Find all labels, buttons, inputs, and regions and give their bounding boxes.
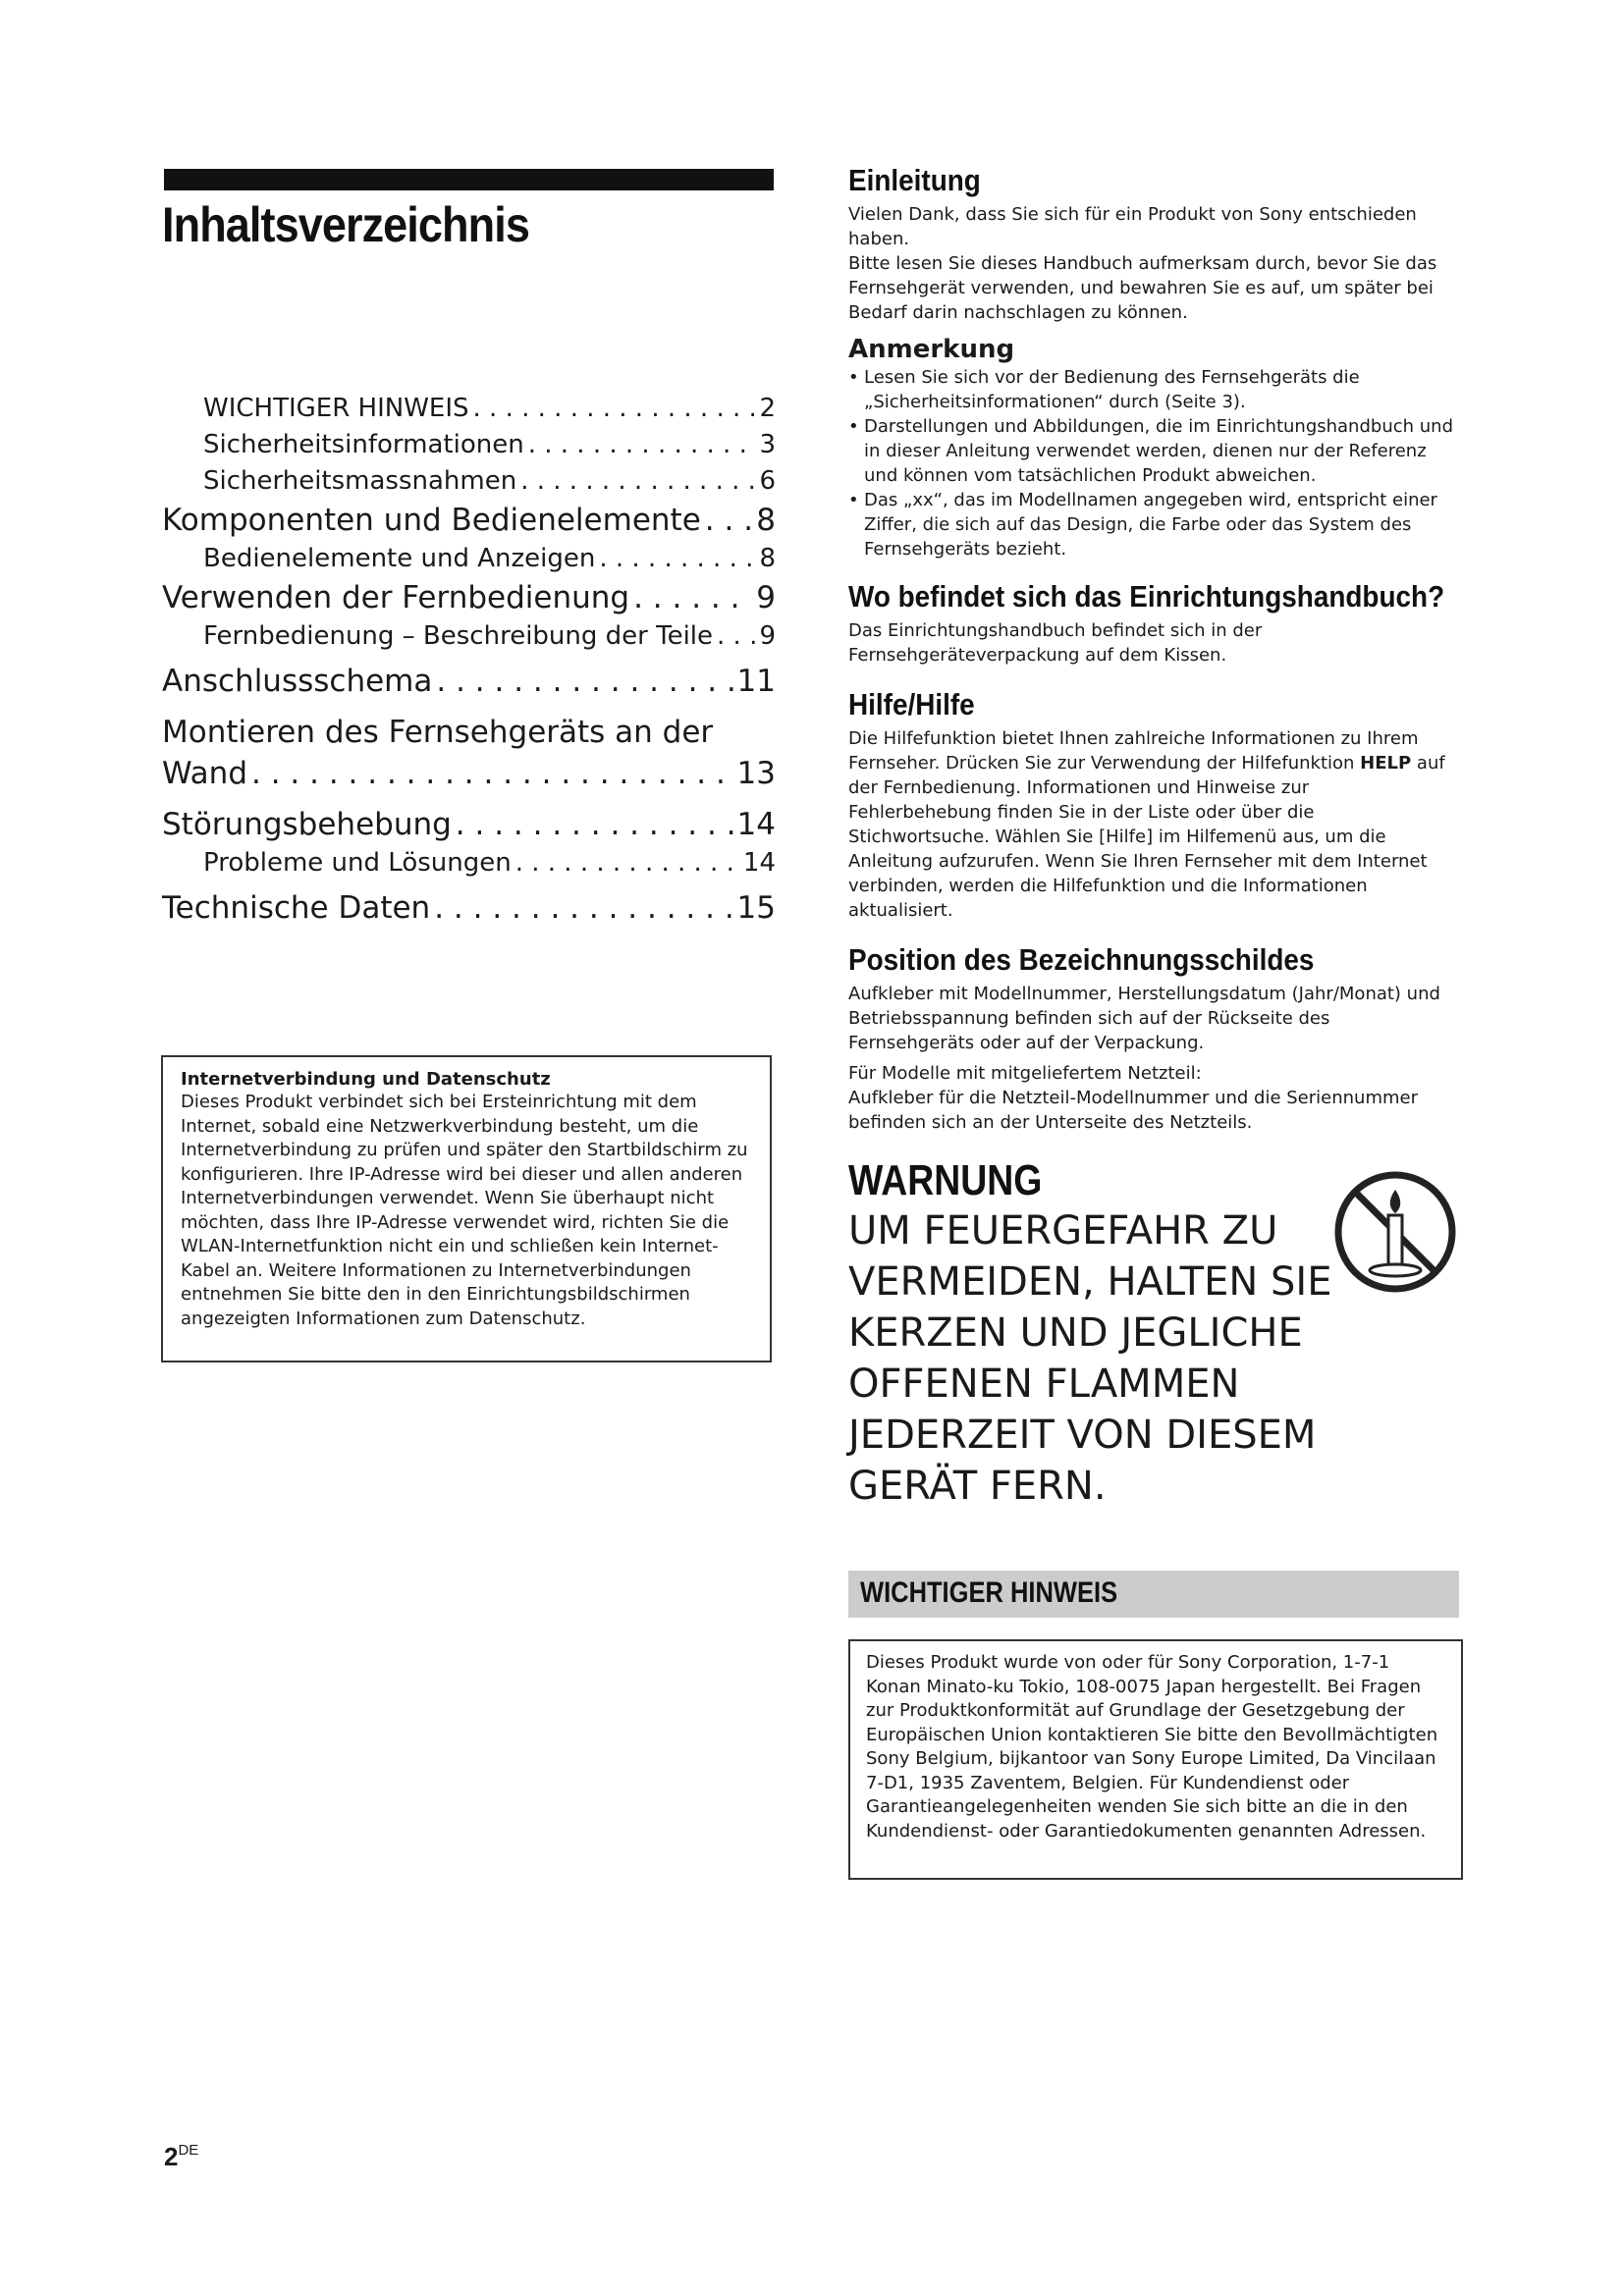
toc-entry-text: Bedienelemente und Anzeigen [203,544,596,573]
anmerkung-list [848,365,1457,561]
wichtiger-hinweis-title: WICHTIGER HINWEIS [860,1576,1118,1609]
anmerkung-item: • Das „xx“, das im Modellnamen angegeben wird, entspricht einer Ziffer, die sich auf das Design, die Farbe oder das System des Fernsehgeräts bezieht. [848,488,1457,561]
toc-list [162,391,776,929]
toc-entry-probleme[interactable] [162,845,776,881]
help-key-label: HELP [1360,753,1412,774]
position-heading: Position des Bezeichnungsschildes [848,942,1315,977]
einleitung-paragraph-2: Bitte lesen Sie dieses Handbuch aufmerksam durch, bevor Sie das Fernsehgerät verwenden, und bewahren Sie es auf, um später bei Bedarf darin nachschlagen zu können. [848,253,1437,323]
privacy-notice-title: Internetverbindung und Datenschutz [181,1069,551,1090]
toc-entry-sicherheitsinformationen[interactable] [162,427,776,463]
toc-entry-page: 13 [736,756,776,791]
toc-entry-technische-daten[interactable] [162,887,776,929]
toc-entry-text: Probleme und Lösungen [203,848,512,878]
wichtiger-hinweis-box [848,1639,1463,1880]
warning-title: WARNUNG [848,1156,1043,1204]
toc-entry-text: Anschlussschema [162,664,433,699]
section-hilfe [848,687,1457,923]
position-paragraph-2b: Aufkleber für die Netzteil-Modellnummer und die Seriennummer befinden sich an der Unterseite des Netzteils. [848,1088,1418,1133]
hilfe-text-before: Die Hilfefunktion bietet Ihnen zahlreiche Informationen zu Ihrem Fernseher. Drücken Sie zur Verwendung der Hilfefunktion [848,728,1419,774]
handbuch-heading: Wo befindet sich das Einrichtungshandbuch? [848,579,1445,614]
toc-header-bar [164,169,774,190]
toc-entry-page: 9 [756,580,776,615]
anmerkung-item: • Lesen Sie sich vor der Bedienung des Fernsehgeräts die „Sicherheitsinformationen“ durch (Seite 3). [848,365,1457,414]
toc-title: Inhaltsverzeichnis [162,197,529,252]
privacy-notice-body: Dieses Produkt verbindet sich bei Ersteinrichtung mit dem Internet, sobald eine Netzwerkverbindung besteht, um die Internetverbindung zu prüfen und später den Startbildschirm zu konfigurieren. Ihre IP-Adresse wird bei dieser und allen anderen Internetverbindungen verwendet. Wenn Sie überhaupt nicht möchten, dass Ihre IP-Adresse verwendet wird, richten Sie die WLAN-Internetfunktion nicht ein und schließen kein Internet-Kabel an. Weitere Informationen zu Internetverbindungen entnehmen Sie bitte den in den Einrichtungsbildschirmen angezeigten Informationen zum Datenschutz. [181,1092,748,1329]
toc-entry-text: WICHTIGER HINWEIS [203,394,469,423]
section-anmerkung [848,334,1457,561]
einleitung-paragraph-1: Vielen Dank, dass Sie sich für ein Produkt von Sony entschieden haben. [848,204,1417,249]
warning-text: UM FEUERGEFAHR ZU VERMEIDEN, HALTEN SIE KERZEN UND JEGLICHE OFFENEN FLAMMEN JEDERZEIT VON DIESEM GERÄT FERN. [848,1208,1332,1509]
toc-entry-text: Montieren des Fernsehgeräts an der [162,715,714,750]
toc-entry-stoerungsbehebung[interactable] [162,804,776,845]
einleitung-heading: Einleitung [848,163,981,197]
toc-entry-montieren-line2[interactable] [162,753,776,794]
toc-entry-fernbedienung[interactable] [162,577,776,618]
toc-entry-anschlussschema[interactable] [162,661,776,702]
section-einrichtungshandbuch [848,579,1457,667]
toc-entry-wichtiger-hinweis[interactable] [162,391,776,427]
toc-entry-text: Sicherheitsinformationen [203,430,524,459]
hilfe-paragraph [848,726,1457,923]
wichtiger-hinweis-header-bar [848,1571,1459,1618]
position-paragraph-2a: Für Modelle mit mitgeliefertem Netzteil: [848,1063,1202,1084]
hilfe-heading: Hilfe/Hilfe [848,687,975,721]
handbuch-paragraph: Das Einrichtungshandbuch befindet sich in der Fernsehgeräteverpackung auf dem Kissen. [848,620,1263,666]
wichtiger-hinweis-body: Dieses Produkt wurde von oder für Sony Corporation, 1-7-1 Konan Minato-ku Tokio, 108-0075 Japan hergestellt. Bei Fragen zur Produktkonformität auf Grundlage der Gesetzgebung der Europäischen Union kontaktieren Sie bitte den Bevollmächtigten Sony Belgium, bijkantoor van Sony Europe Limited, Da Vincilaan 7-D1, 1935 Zaventem, Belgien. Für Kundendienst oder Garantieangelegenheiten wenden Sie sich bitte an die in den Kundendienst- oder Garantiedokumenten genannten Adressen. [866,1652,1438,1842]
section-einleitung [848,163,1457,325]
toc-entry-text: Komponenten und Bedienelemente [162,503,701,538]
toc-entry-page: 14 [736,807,776,842]
page-number-value: 2 [164,2142,179,2171]
page-number-suffix: DE [178,2142,199,2159]
toc-entry-page: 3 [759,430,776,459]
anmerkung-heading: Anmerkung [848,335,1015,364]
toc-entry-text: Störungsbehebung [162,807,452,842]
toc-entry-fernbedienung-teile[interactable] [162,618,776,655]
anmerkung-item: • Darstellungen und Abbildungen, die im Einrichtungshandbuch und in dieser Anleitung verwendet werden, dienen nur der Referenz und können vom tatsächlichen Produkt abweichen. [848,414,1457,488]
toc-entry-bedienelemente[interactable] [162,541,776,577]
toc-entry-page: 8 [756,503,776,538]
toc-entry-text: Fernbedienung – Beschreibung der Teile [203,621,714,651]
page-number [164,2142,198,2172]
toc-entry-page: 8 [759,544,776,573]
toc-entry-page: 2 [759,394,776,423]
toc-entry-text: Technische Daten [162,890,431,926]
section-bezeichnungsschild [848,942,1457,1135]
toc-entry-page: 6 [759,466,776,496]
toc-entry-text: Wand [162,756,247,791]
toc-entry-montieren-line1[interactable] [162,712,776,753]
no-candle-icon [1331,1168,1459,1296]
privacy-notice-box [161,1055,772,1362]
toc-entry-page: 11 [736,664,776,699]
hilfe-text-after: auf der Fernbedienung. Informationen und Hinweise zur Fehlerbehebung finden Sie in der Liste oder über die Stichwortsuche. Wählen Sie [Hilfe] im Hilfemenü aus, um die Anleitung aufzurufen. Wenn Sie Ihren Fernseher mit dem Internet verbinden, werden die Hilfefunktion und die Informationen aktualisiert. [848,753,1445,921]
position-paragraph-1: Aufkleber mit Modellnummer, Herstellungsdatum (Jahr/Monat) und Betriebsspannung befinden sich auf der Rückseite des Fernsehgeräts oder auf der Verpackung. [848,984,1440,1053]
toc-entry-page: 14 [742,848,776,878]
toc-entry-text: Sicherheitsmassnahmen [203,466,517,496]
toc-entry-page: 9 [759,621,776,651]
toc-entry-komponenten[interactable] [162,500,776,541]
toc-entry-text: Verwenden der Fernbedienung [162,580,630,615]
toc-entry-sicherheitsmassnahmen[interactable] [162,463,776,500]
toc-entry-page: 15 [736,890,776,926]
